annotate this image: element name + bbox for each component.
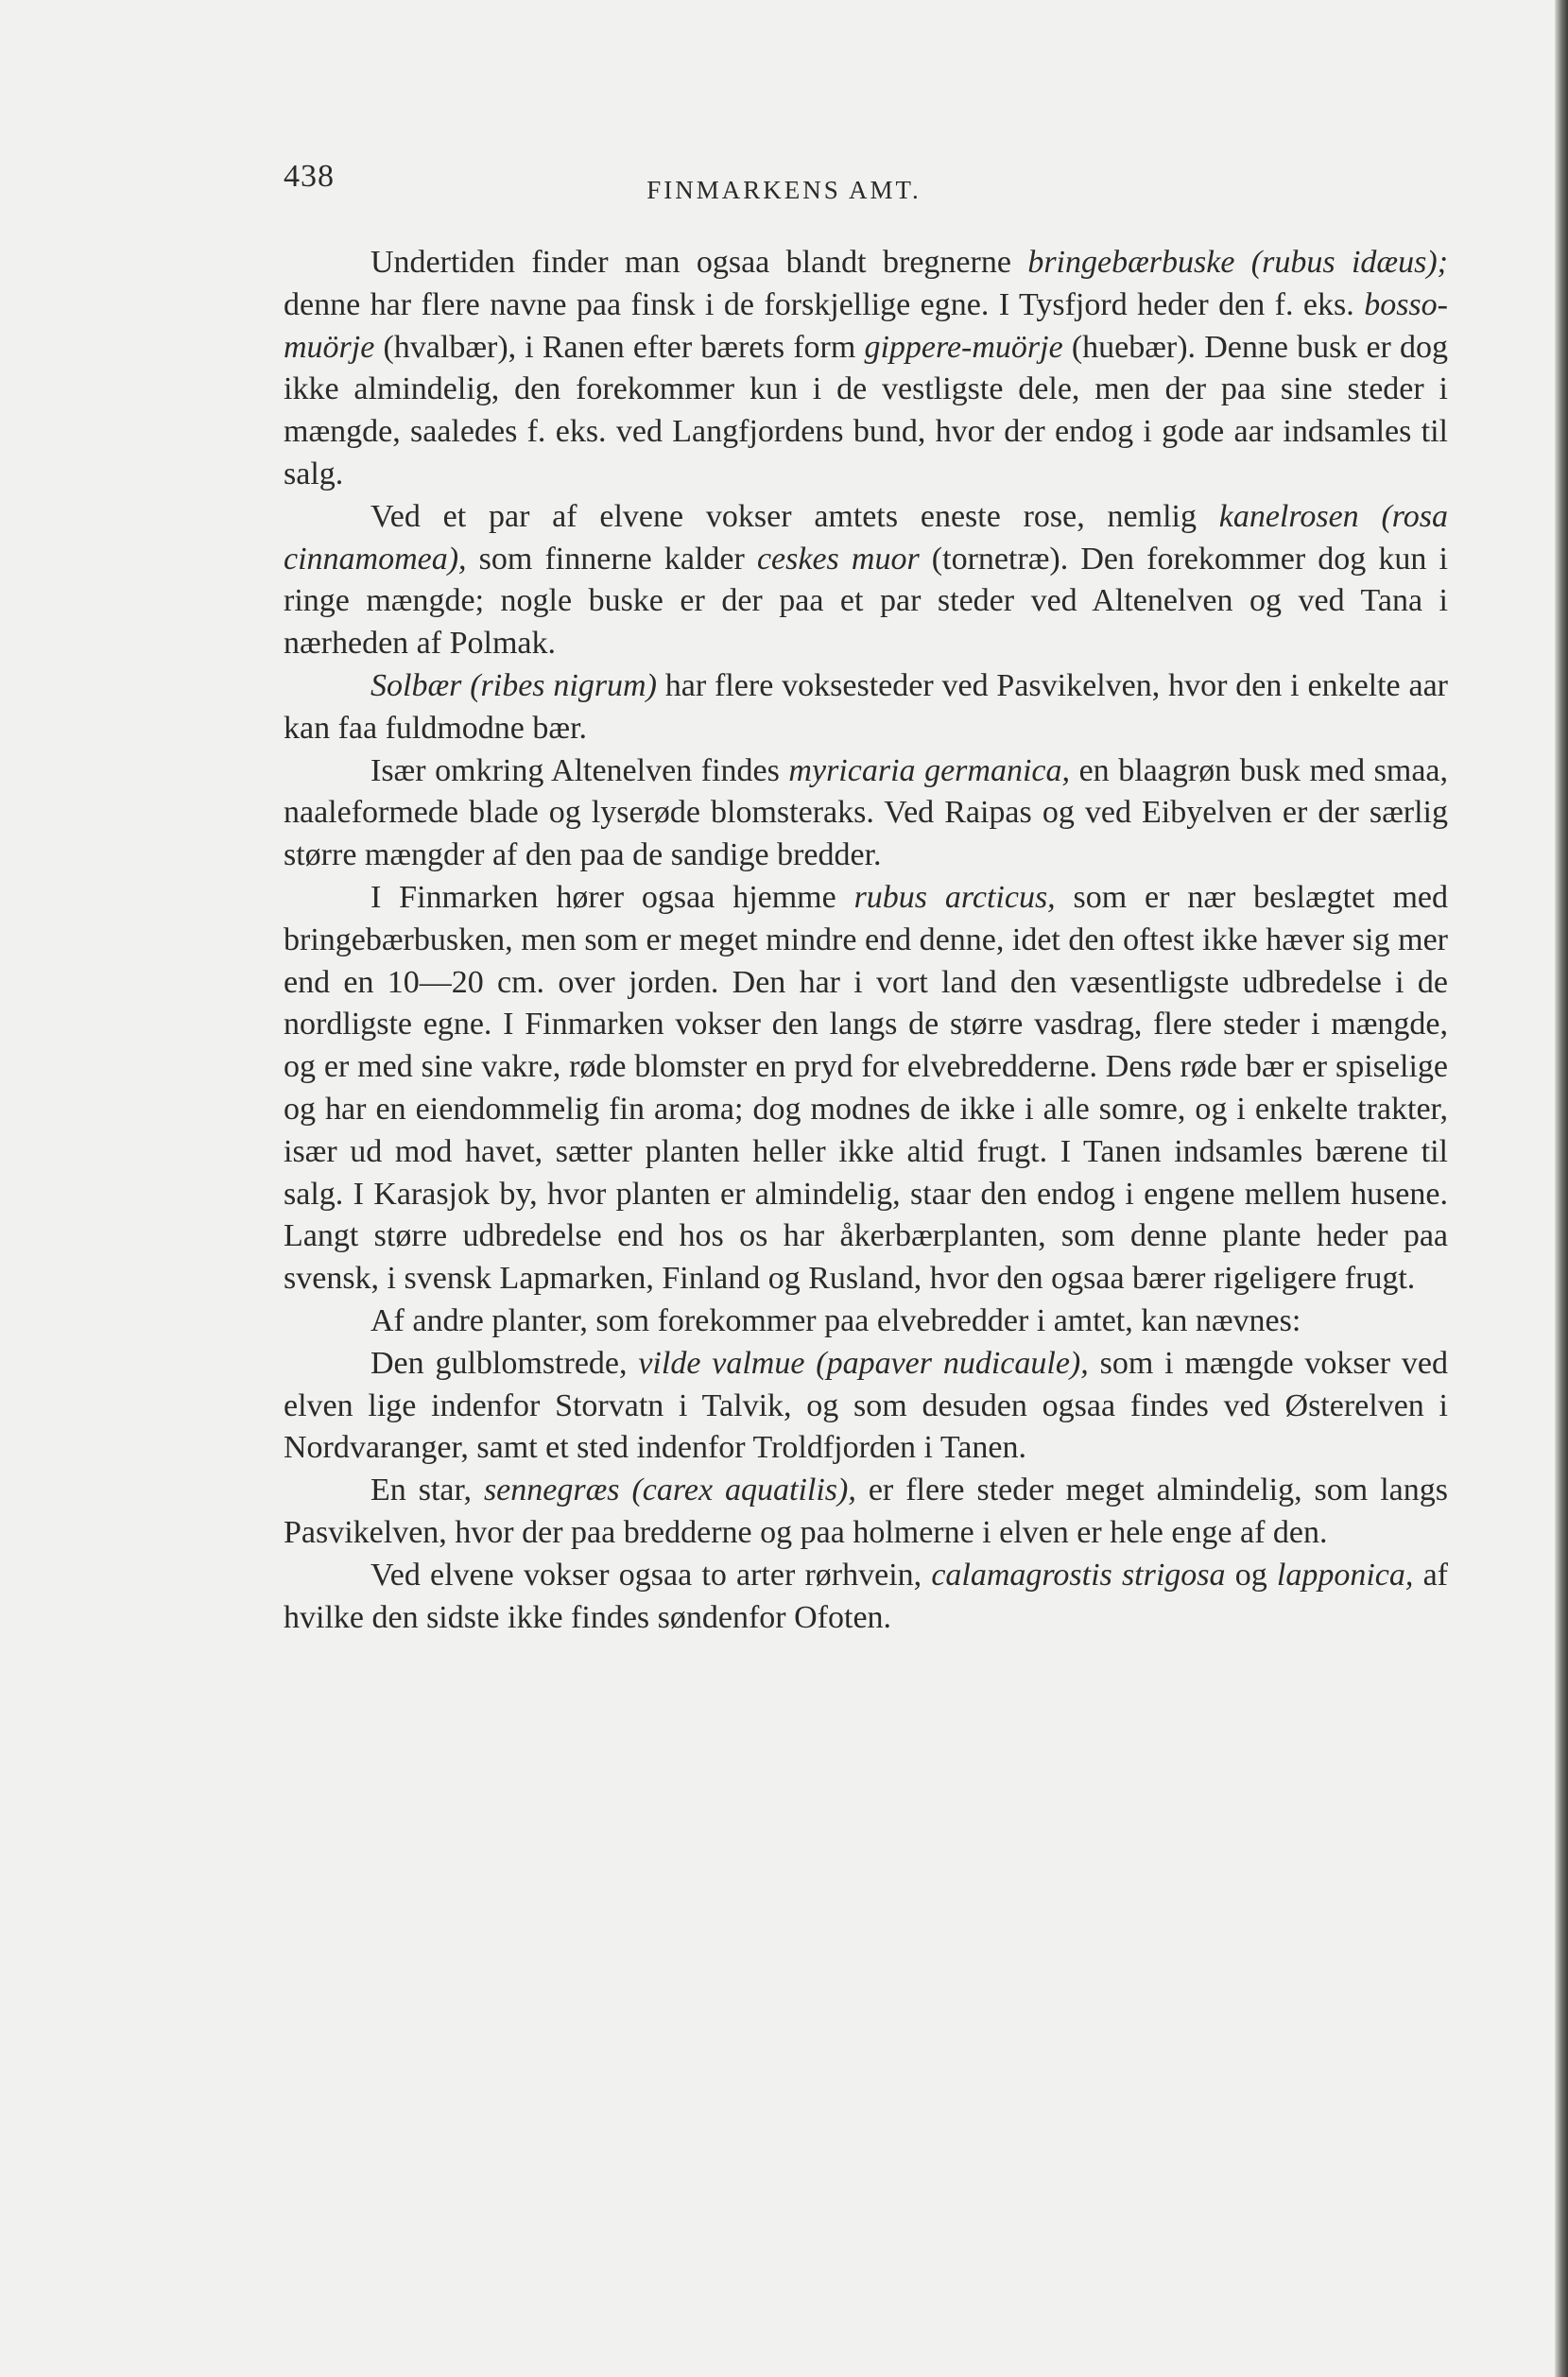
italic-term: myricaria germanica, xyxy=(788,752,1070,788)
text-run: Den gulblomstrede, xyxy=(370,1345,639,1381)
text-run: en blaagrøn busk med smaa, naaleformede blade og lyserøde blomsteraks. Ved Raipas og ved Eibyelven er der særlig større mængder af den paa de sandige bredder. xyxy=(284,752,1448,873)
text-run: Især omkring Altenelven findes xyxy=(370,752,789,788)
italic-term: calamagrostis strigosa xyxy=(931,1557,1226,1593)
text-run: (hvalbær), i Ranen efter bærets form xyxy=(374,329,865,365)
text-run: som i mængde vokser ved elven lige indenfor Storvatn i Talvik, og som desuden ogsaa findes ved Østerelven i Nordvaranger, samt et sted indenfor Troldfjorden i Tanen. xyxy=(284,1345,1449,1466)
italic-term: bringebærbuske (rubus idæus); xyxy=(1027,245,1448,280)
paragraph xyxy=(284,750,1448,877)
text-run: (huebær). Denne busk er dog ikke almindelig, den forekommer kun i de vestligste dele, men der paa sine steder i mængde, saaledes f. eks. ved Langfjordens bund, hvor der endog i gode aar indsamles til salg. xyxy=(284,329,1448,491)
italic-term: gippere-muörje xyxy=(864,329,1063,365)
paragraph xyxy=(284,1343,1448,1470)
text-run: som finnerne kalder xyxy=(466,541,757,577)
paragraph xyxy=(284,665,1448,750)
text-run: og xyxy=(1225,1557,1277,1593)
italic-term: vilde valmue (papaver nudicaule), xyxy=(638,1345,1089,1381)
text-run: denne har flere navne paa finsk i de forskjellige egne. I Tysfjord heder den f. eks. xyxy=(284,286,1365,322)
italic-term: ceskes muor xyxy=(756,541,920,577)
text-run: er flere steder meget almindelig, som langs Pasvikelven, hvor der paa bredderne og paa holmerne i elven er hele enge af den. xyxy=(284,1473,1448,1550)
italic-term: kanelrosen (rosa cinnamomea), xyxy=(284,498,1448,577)
text-run: En star, xyxy=(370,1473,484,1508)
paragraph xyxy=(284,1470,1448,1555)
italic-term: rubus arcticus, xyxy=(853,879,1056,915)
body-text xyxy=(284,242,1448,1639)
text-run: har flere voksesteder ved Pasvikelven, hvor den i enkelte aar kan faa fuldmodne bær. xyxy=(284,667,1448,746)
italic-term: sennegræs (carex aquatilis), xyxy=(483,1473,856,1508)
paragraph xyxy=(284,1300,1448,1343)
paragraph xyxy=(284,496,1448,665)
running-head: FINMARKENS AMT. xyxy=(646,176,922,204)
text-run: som er nær beslægtet med bringebærbusken, men som er meget mindre end denne, idet den oftest ikke hæver sig mer end en 10—20 cm. over jorden. Den har i vort land den væsentligste udbredelse i de nordligste egne. I Finmarken vokser den langs de større vasdrag, flere steder i mængde, og er med sine vakre, røde blomster en pryd for elvebredderne. Dens røde bær er spiselige og har en eiendommelig fin aroma; dog modnes de ikke i alle somre, og i enkelte trakter, især ud mod havet, sætter planten heller ikke altid frugt. I Tanen indsamles bærene til salg. I Karasjok by, hvor planten er almindelig, staar den endog i engene mellem husene. Langt større udbredelse end hos os har åkerbærplanten, som denne plante heder paa svensk, i svensk Lapmarken, Finland og Rusland, hvor den ogsaa bærer rigeligere frugt. xyxy=(284,879,1448,1297)
page-edge-shadow xyxy=(1555,0,1568,2377)
text-run: Af andre planter, som forekommer paa elvebredder i amtet, kan nævnes: xyxy=(370,1302,1301,1338)
paragraph xyxy=(284,877,1448,1300)
italic-term: lapponica, xyxy=(1276,1557,1414,1593)
text-run: I Finmarken hører ogsaa hjemme xyxy=(370,879,854,915)
page-number: 438 xyxy=(284,159,335,194)
text-run: Undertiden finder man ogsaa blandt bregnerne xyxy=(370,245,1028,280)
text-run: Ved et par af elvene vokser amtets eneste rose, nemlig xyxy=(370,498,1219,534)
paragraph xyxy=(284,242,1448,496)
italic-term: bosso-muörje xyxy=(284,286,1448,365)
italic-term: Solbær (ribes nigrum) xyxy=(370,667,657,703)
text-run: af hvilke den sidste ikke findes søndenfor Ofoten. xyxy=(284,1557,1448,1635)
text-run: (tornetræ). Den forekommer dog kun i ringe mængde; nogle buske er der paa et par steder ved Altenelven og ved Tana i nærheden af Polmak. xyxy=(284,541,1448,662)
paragraph xyxy=(284,1555,1448,1640)
text-run: Ved elvene vokser ogsaa to arter rørhvein, xyxy=(370,1557,932,1593)
